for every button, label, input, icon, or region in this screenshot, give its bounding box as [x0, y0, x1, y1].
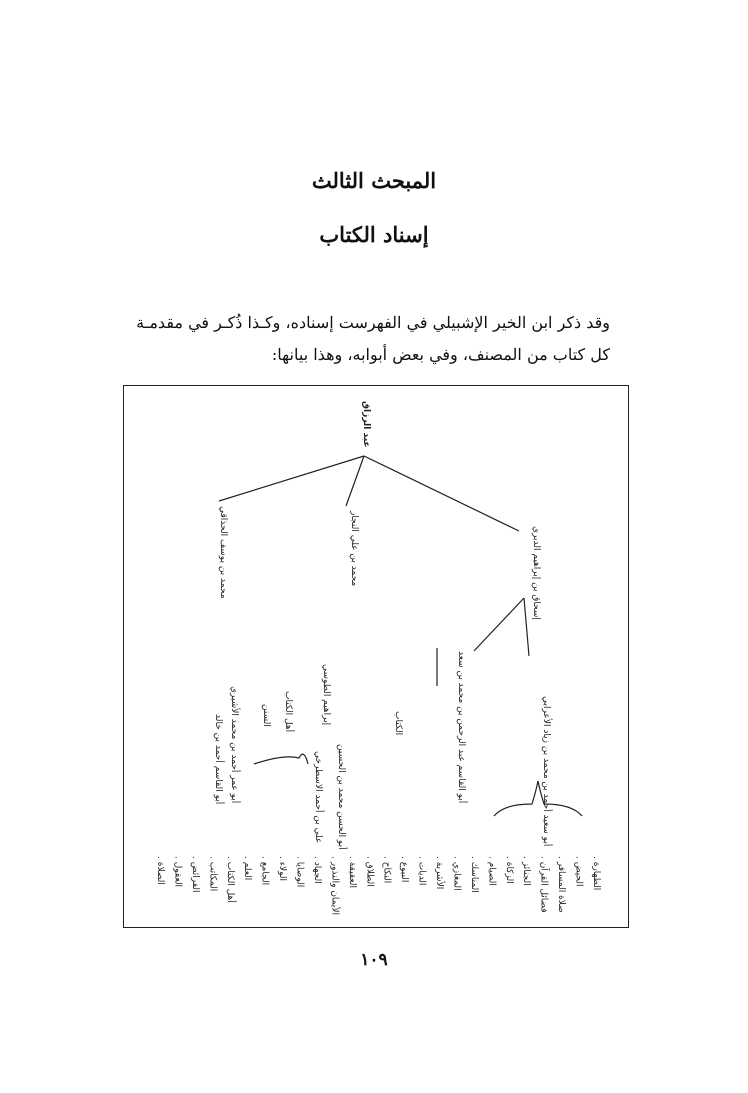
book-title: . الصيام: [486, 856, 497, 886]
branch-left-label: محمد بن يوسف الحذاقي: [218, 506, 228, 599]
right-sub-a-label: أبو سعيد أحمد بن محمد بن زياد الأعرابي: [541, 696, 551, 847]
book-title: . الجنائز: [521, 856, 532, 886]
book-title: . الصلاة: [155, 856, 165, 885]
right-sub-b-label: أبو القاسم عبد الرحمن بن محمد بن سعد: [456, 651, 466, 804]
isnad-chart-frame: [123, 385, 629, 928]
book-title: . الحيض: [573, 856, 584, 887]
middle-sub-label: إبراهيم الطوسي: [321, 664, 331, 726]
book-title: . النكاح: [381, 856, 392, 884]
book-title: . المكاتب: [207, 856, 218, 892]
book-title: . الجهاد: [312, 856, 322, 884]
edge-root-right: [364, 456, 519, 531]
books-brace: [494, 781, 582, 816]
book-title: . الفرائض: [189, 856, 200, 893]
book-title: . البيوع: [399, 856, 410, 883]
book-title: . الوصايا: [294, 856, 305, 888]
right-sub-b-end-label: الكتاب: [393, 711, 403, 736]
left-sub-b-label: أبو القاسم أحمد بن خالد: [213, 714, 223, 805]
middle-sub-c-label: علي بن أحمد الاسطرخي: [313, 751, 323, 844]
section-title: إسناد الكتاب: [319, 222, 429, 247]
page-number: ١٠٩: [360, 950, 388, 970]
book-title: . العقول: [172, 856, 183, 888]
book-title: . الأشربة: [434, 856, 444, 890]
book-title: . المغازي: [451, 856, 462, 891]
book-title: . الديات: [416, 856, 427, 886]
book-title: . الطلاق: [364, 856, 375, 887]
book-title: . المناسك: [468, 856, 479, 893]
branch-middle-label: محمد بن علي النجار: [349, 511, 359, 587]
book-title: . العلم: [242, 856, 253, 881]
middle-end-b-label: السنن: [261, 704, 271, 727]
isnad-tree: [124, 386, 630, 929]
edge-right-b: [474, 598, 524, 651]
left-sub-label: أبو عمر أحمد بن محمد الأشيري: [229, 686, 239, 804]
edge-root-middle: [346, 456, 364, 506]
book-title: . العقيقة: [346, 856, 357, 888]
edge-right-a: [524, 598, 529, 656]
middle-end-a-label: أهل الكتاب: [283, 691, 293, 733]
book-title: . الزكاة: [503, 856, 514, 884]
intro-line-1: وقد ذكر ابن الخير الإشبيلي في الفهرست إسناده، وكـذا ذُكـر في مقدمـة: [136, 313, 610, 332]
intro-line-2: كل كتاب من المصنف، وفي بعض أبوابه، وهذا بيانها:: [271, 345, 610, 364]
tree-root: عبد الرزاق: [361, 401, 371, 448]
edge-root-left: [219, 456, 364, 501]
book-title: . الأيمان والنذور: [329, 856, 340, 916]
branch-right-label: إسحاق بن إبراهيم الدبري: [531, 526, 541, 620]
book-title: . صلاة المسافر: [556, 856, 567, 913]
section-heading: المبحث الثالث: [311, 168, 437, 193]
book-title: . الطهارة: [591, 856, 601, 891]
middle-brace: [254, 754, 308, 764]
middle-sub-b-label: أبو الحسن محمد بن الحسين: [336, 744, 346, 850]
book-title: . الولاء: [277, 856, 288, 881]
book-title: . فضائل القرآن: [538, 856, 549, 913]
book-title: . أهل الكتاب: [224, 856, 235, 903]
book-title: . الجامع: [259, 856, 270, 886]
books-list: [155, 856, 601, 915]
